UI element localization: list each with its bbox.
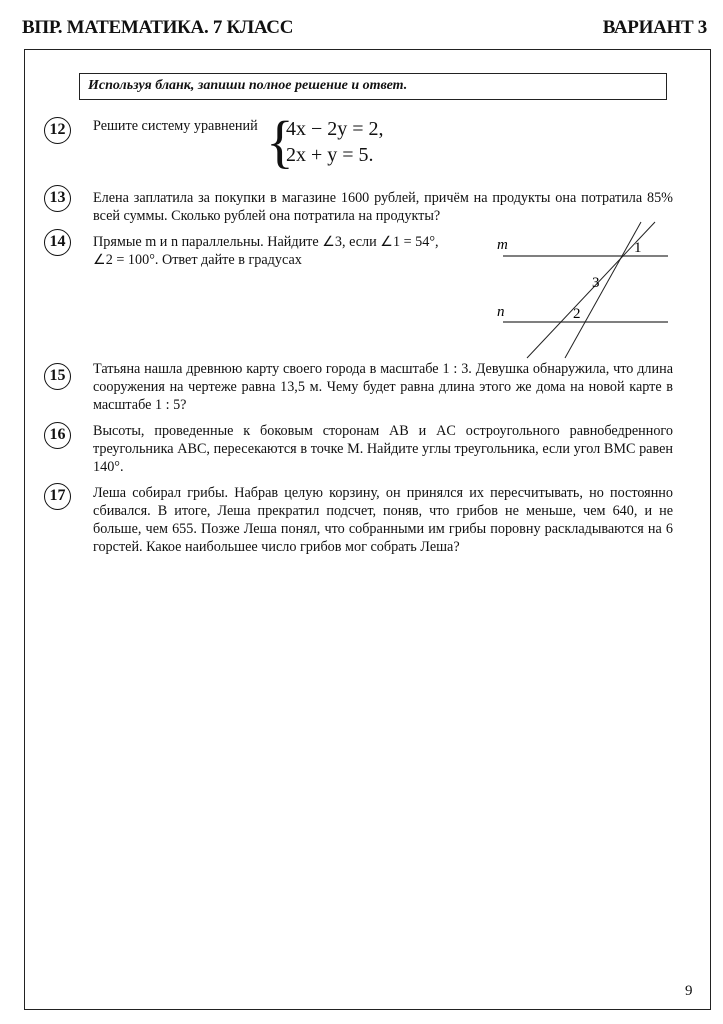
task-number-15: 15 xyxy=(44,363,71,390)
task-14-text: Прямые m и n параллельны. Найдите ∠3, если ∠1 = 54°, ∠2 = 100°. Ответ дайте в градусах xyxy=(93,234,439,268)
task-number-16: 16 xyxy=(44,422,71,449)
label-angle-2: 2 xyxy=(573,306,581,322)
instruction-box: Используя бланк, запиши полное решение и ответ. xyxy=(79,73,667,100)
task-17-text: Леша собирал грибы. Набрав целую корзину, он принялся их пересчитывать, но постоянно сбивался. В итоге, Леша прекратил подсчет, поняв, что грибов не меньше, чем 640, и не больше, чем 655. Позже Леша понял, что собранными им грибы поровну раскладываются на 6 горстей. Какое наибольшее число грибов мог собрать Леша? xyxy=(93,485,673,555)
transversal-b xyxy=(565,222,641,358)
equation-2: 2x + y = 5. xyxy=(286,144,374,166)
task-12-text: Решите систему уравнений xyxy=(93,118,258,134)
task-number-17: 17 xyxy=(44,483,71,510)
task-number-12: 12 xyxy=(44,117,71,144)
label-m: m xyxy=(497,237,508,253)
task-number-13: 13 xyxy=(44,185,71,212)
task-15-text: Татьяна нашла древнюю карту своего города в масштабе 1 : 3. Девушка обнаружила, что длина сооружения на чертеже равна 13,5 м. Чему будет равна длина этого же дома на новой карте в масштабе 1 : 5? xyxy=(93,361,673,413)
system-brace: { xyxy=(266,109,294,174)
page-number: 9 xyxy=(685,983,693,999)
task-13-text: Елена заплатила за покупки в магазине 1600 рублей, причём на продукты она потратила 85% всей суммы. Сколько рублей она потратила на продукты? xyxy=(93,190,673,224)
label-angle-3: 3 xyxy=(592,275,600,291)
task-number-14: 14 xyxy=(44,229,71,256)
equation-1: 4x − 2y = 2, xyxy=(286,118,384,140)
task-16-text: Высоты, проведенные к боковым сторонам AB и AC остроугольного равнобедренного треугольника ABC, пересекаются в точке M. Найдите углы треугольника, если угол BMC равен 140°. xyxy=(93,423,673,475)
label-n: n xyxy=(497,304,505,320)
label-angle-1: 1 xyxy=(634,240,642,256)
header-title: ВПР. МАТЕМАТИКА. 7 КЛАСС xyxy=(22,17,294,38)
header-variant: ВАРИАНТ 3 xyxy=(602,17,707,38)
